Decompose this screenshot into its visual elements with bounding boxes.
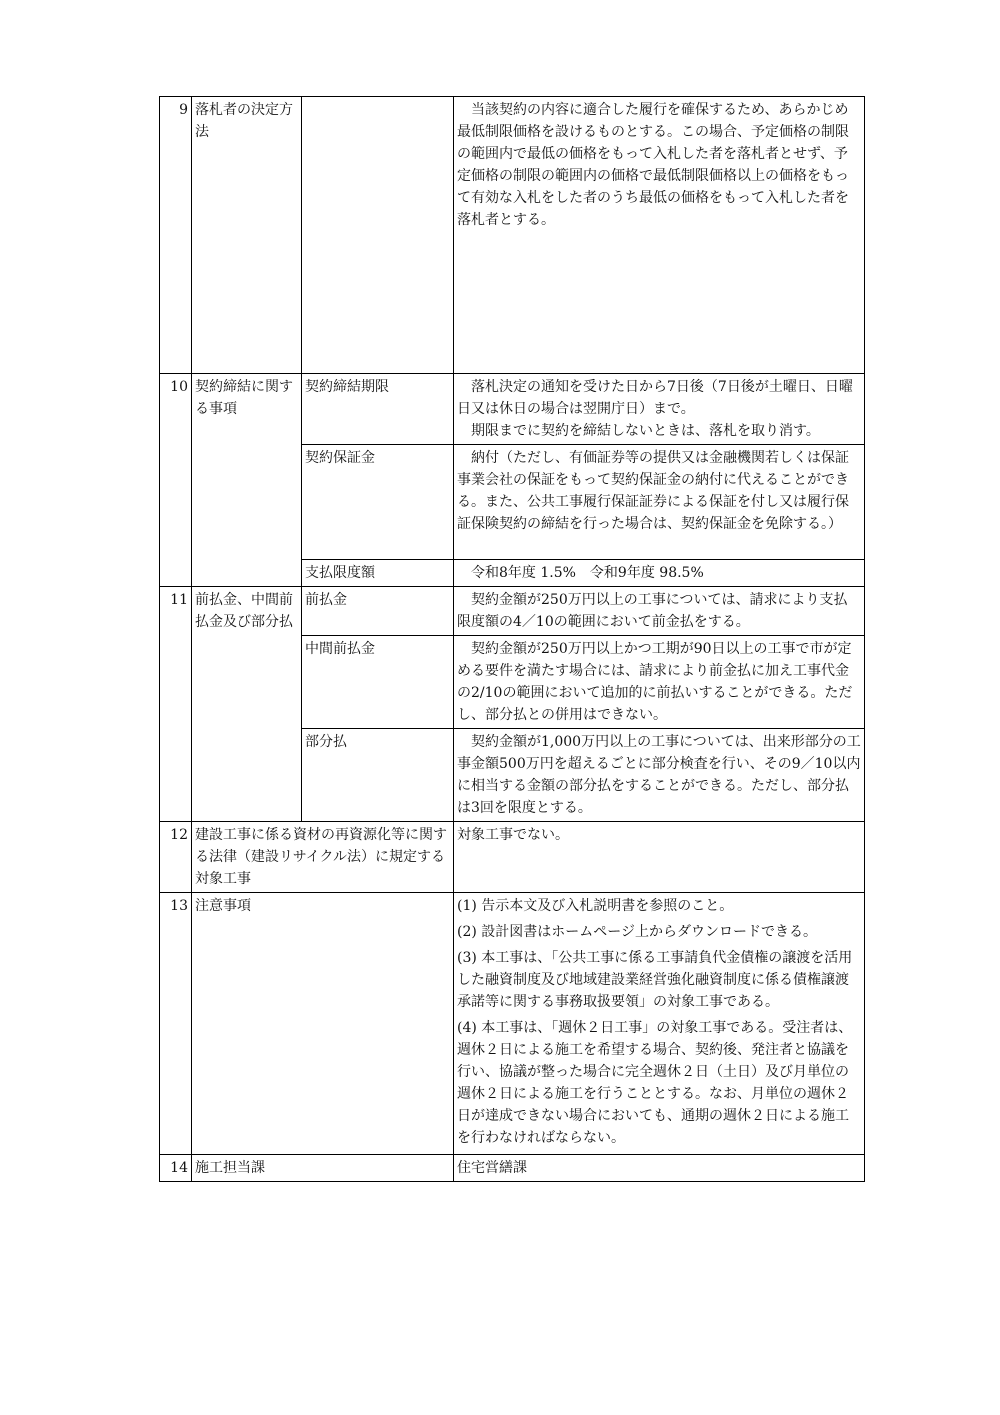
sub-body: 契約金額が1,000万円以上の工事については、出来形部分の工事金額500万円を超えるごとに部分検査を行い、その9／10以内に相当する金額の部分払をすることができる。ただし、部分払は3回を限度とする。 (454, 729, 865, 822)
row-subcell-empty (302, 97, 454, 374)
sub-body: 令和8年度 1.5% 令和9年度 98.5% (454, 560, 865, 587)
sub-body (454, 374, 865, 445)
sub-label: 契約締結期限 (302, 374, 454, 445)
row-number: 12 (160, 822, 192, 893)
row-number: 9 (160, 97, 192, 374)
conditions-table (159, 96, 865, 1182)
note-item: (2) 設計図書はホームページ上からダウンロードできる。 (457, 924, 817, 940)
row-number: 13 (160, 893, 192, 1155)
sub-body: 契約金額が250万円以上かつ工期が90日以上の工事で市が定める要件を満たす場合には、請求により前金払に加え工事代金の2/10の範囲において追加的に前払いすることができる。ただし、部分払との併用はできない。 (454, 636, 865, 729)
note-item: (4) 本工事は、「週休２日工事」の対象工事である。受注者は、週休２日による施工を希望する場合、契約後、発注者と協議を行い、協議が整った場合に完全週休２日（土日）及び月単位の週休２日による施工を行うこととする。なお、月単位の週休２日が達成できない場合においても、通期の週休２日による施工を行わなければならない。 (457, 1020, 853, 1146)
sub-body: 契約金額が250万円以上の工事については、請求により支払限度額の4／10の範囲において前金払をする。 (454, 587, 865, 636)
sub-label: 中間前払金 (302, 636, 454, 729)
sub-label: 契約保証金 (302, 445, 454, 560)
table-row (160, 97, 865, 374)
row-body: 対象工事でない。 (454, 822, 865, 893)
row-body: 住宅営繕課 (454, 1155, 865, 1182)
sub-body-line: 落札決定の通知を受けた日から7日後（7日後が土曜日、日曜日又は休日の場合は翌開庁日）まで。 (457, 379, 853, 417)
row-title: 前払金、中間前払金及び部分払 (192, 587, 302, 822)
sub-label: 支払限度額 (302, 560, 454, 587)
table-row (160, 822, 865, 893)
notes-list (454, 893, 865, 1155)
table-row (160, 893, 865, 1155)
row-title: 落札者の決定方法 (192, 97, 302, 374)
row-number: 11 (160, 587, 192, 822)
row-title: 建設工事に係る資材の再資源化等に関する法律（建設リサイクル法）に規定する対象工事 (192, 822, 454, 893)
table-row (160, 374, 865, 445)
sub-label: 部分払 (302, 729, 454, 822)
row-number: 14 (160, 1155, 192, 1182)
table-row (160, 1155, 865, 1182)
sub-label: 前払金 (302, 587, 454, 636)
sub-body-line: 期限までに契約を締結しないときは、落札を取り消す。 (471, 423, 820, 439)
row-title: 契約締結に関する事項 (192, 374, 302, 587)
row-title: 注意事項 (192, 893, 454, 1155)
note-item: (1) 告示本文及び入札説明書を参照のこと。 (457, 898, 734, 914)
row-body: 当該契約の内容に適合した履行を確保するため、あらかじめ最低制限価格を設けるものとする。この場合、予定価格の制限の範囲内で最低の価格をもって入札した者を落札者とせず、予定価格の制限の範囲内の価格で最低制限価格以上の価格をもって有効な入札をした者のうち最低の価格をもって入札した者を落札者とする。 (454, 97, 865, 374)
sub-body: 納付（ただし、有価証券等の提供又は金融機関若しくは保証事業会社の保証をもって契約保証金の納付に代えることができる。また、公共工事履行保証証券による保証を付し又は履行保証保険契約の締結を行った場合は、契約保証金を免除する。） (454, 445, 865, 560)
note-item: (3) 本工事は、「公共工事に係る工事請負代金債権の譲渡を活用した融資制度及び地域建設業経営強化融資制度に係る債権譲渡承諾等に関する事務取扱要領」の対象工事である。 (457, 950, 853, 1010)
row-number: 10 (160, 374, 192, 587)
table-row (160, 587, 865, 636)
row-title: 施工担当課 (192, 1155, 454, 1182)
